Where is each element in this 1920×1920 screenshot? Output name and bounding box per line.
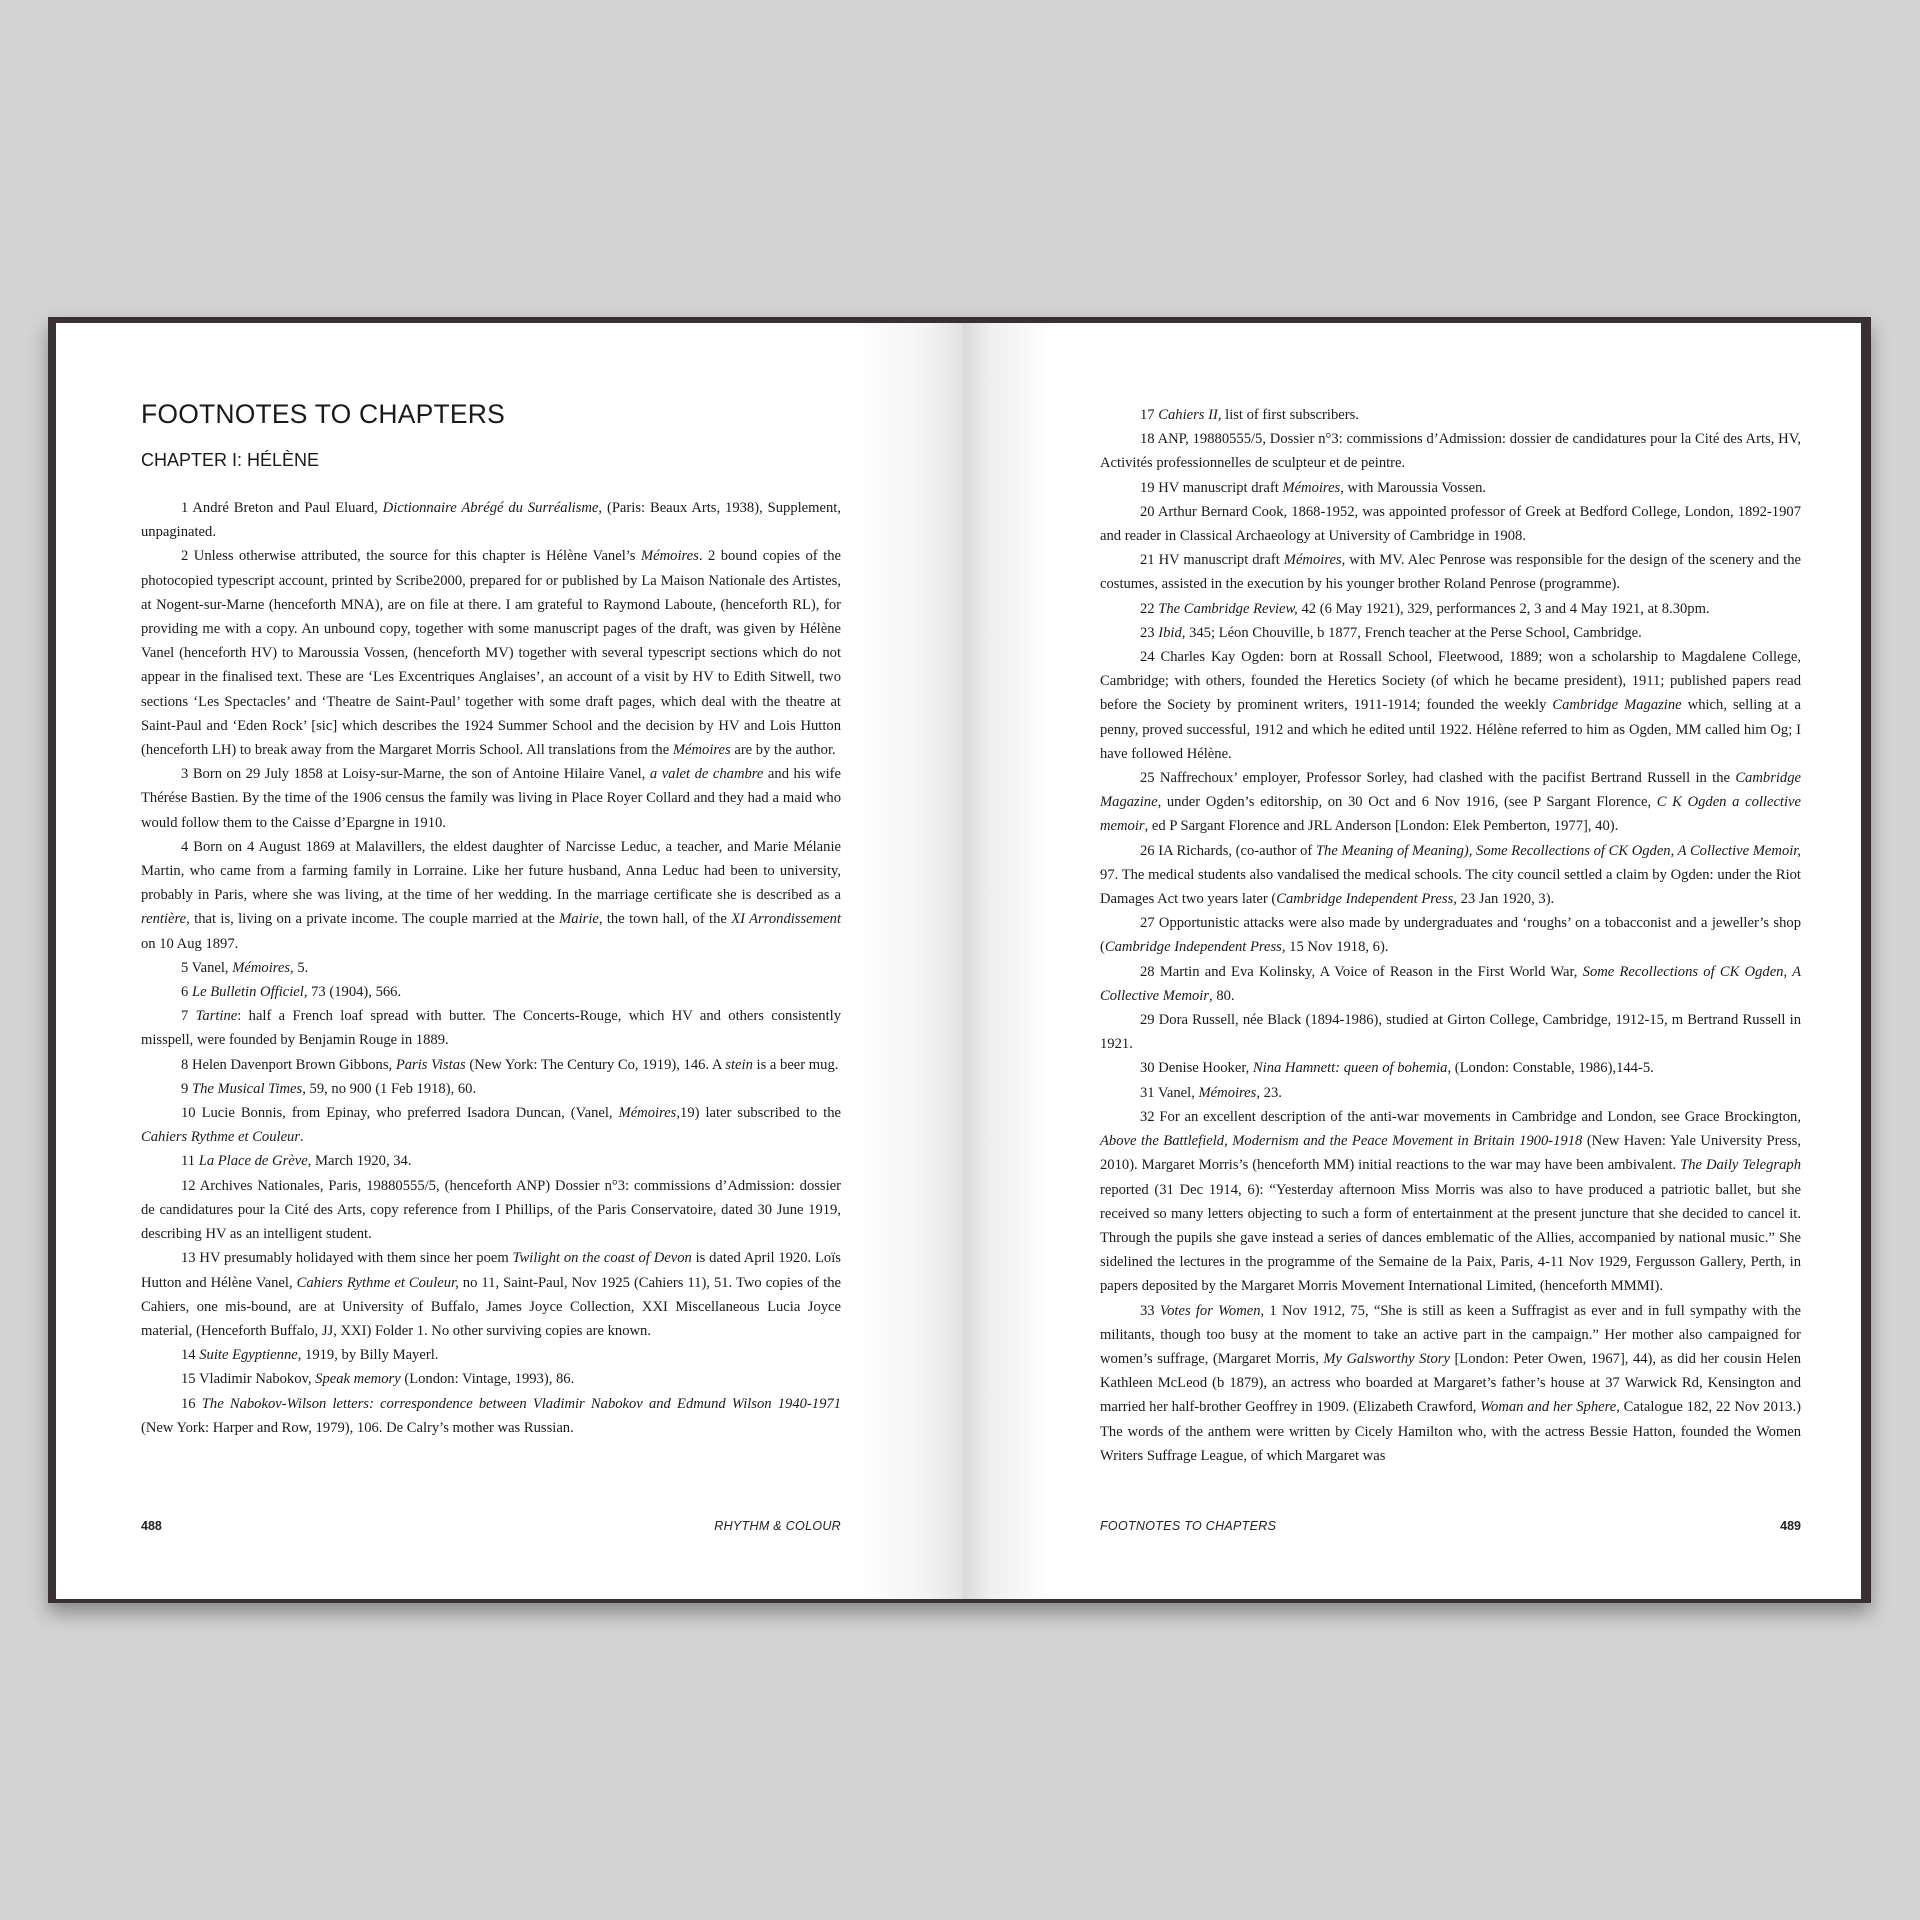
running-head-right: FOOTNOTES TO CHAPTERS [1100, 1519, 1277, 1533]
footnote-italic-text: Above the Battlefield, Modernism and the Peace Movement in Britain 1900-1918 [1100, 1133, 1583, 1150]
footnote-italic-text: stein [725, 1056, 753, 1073]
footnote-text: 27 Opportunistic attacks were also made by undergraduates and ‘roughs’ on a tobacconist and a jeweller’s shop ( [1100, 915, 1801, 956]
footnote-text: , Catalogue 182, 22 Nov 2013.) The words of the anthem were written by Cicely Hamilton who, with the actress Bessie Hatton, founded the Women Writers Suffrage League, of which Margaret was [1100, 1399, 1801, 1464]
footnote-italic-text: Mémoires [1283, 552, 1342, 569]
footnote-text: , 1919, by Billy Mayerl. [297, 1347, 439, 1364]
footnote-text: 14 [181, 1347, 200, 1364]
footnote [141, 1101, 841, 1149]
footnote-text: 32 For an excellent description of the anti-war movements in Cambridge and London, see Grace Brockington, [1140, 1108, 1801, 1125]
right-page [963, 323, 1861, 1599]
footnote-text: reported (31 Dec 1914, 6): “Yesterday afternoon Miss Morris was also to have produced a patriotic ballet, but she received so many letters objecting to such a form of entertainment at the present juncture that she decided to cancel it. Through the pupils she gave instead a series of dances emblematic of the Allies, accompanied by national music.” She sidelined the lectures in the programme of the Semaine de la Paix, Paris, 4-11 Nov 1929, Fergusson Gallery, Perth, in papers deposited by the Margaret Morris Movement International Limited, (henceforth MMMI). [1100, 1181, 1801, 1295]
footnote-text: 28 Martin and Eva Kolinsky, A Voice of Reason in the First World War, [1140, 963, 1583, 980]
footnote-text: 22 [1140, 600, 1159, 617]
footnote-text: which, selling at a penny, proved successful, 1912 and which he edited until 1922. Hélène referred to him as Ogden, MM called him Og; I have followed Hélène. [1100, 697, 1801, 762]
footnote [141, 544, 841, 762]
footnote-text: are by the author. [730, 742, 836, 759]
footnote-italic-text: Le Bulletin Officiel [191, 984, 304, 1001]
footnote-italic-text: Cambridge Independent Press, [1276, 891, 1457, 908]
footnote-text: 4 Born on 4 August 1869 at Malavillers, the eldest daughter of Narcisse Leduc, a teacher, and Marie Mélanie Martin, who came from a farming family in Lorraine. Like her future husband, Anna Leduc had been to university, probably in Paris, where she was living, at the time of her wedding. In the marriage certificate she is described as a [141, 838, 841, 904]
footnote-italic-text: a valet de chambre [649, 766, 764, 783]
footnote-italic-text: Cambridge Magazine [1100, 770, 1801, 811]
footnote-italic-text: Cahiers Rythme et Couleur, [296, 1274, 459, 1291]
footnote-italic-text: Some Recollections of CK Ogden, A Collective Memoir [1100, 963, 1801, 1004]
footnote-text: 33 [1140, 1302, 1160, 1319]
footnote [1100, 621, 1801, 645]
footnote [1100, 1008, 1801, 1056]
footnote-text: 17 [1140, 407, 1159, 423]
footnote [1100, 500, 1801, 548]
footnote-text: [London: Peter Owen, 1967], 44), as did her cousin Helen Kathleen McLeod (b 1879), an actress who boarded at Margaret’s father’s house at 37 Warwick Rd, Kensington and married her half-brother Geoffrey in 1909. (Elizabeth Crawford, [1100, 1350, 1801, 1416]
footnote-text: (London: Vintage, 1993), 86. [400, 1371, 575, 1388]
footnote-italic-text: The Nabokov-Wilson letters: correspondence between Vladimir Nabokov and Edmund Wilson 1940-1971 [201, 1395, 841, 1412]
footnote-text: , with Maroussia Vossen. [1340, 479, 1487, 496]
footnote [141, 1004, 841, 1052]
footnote-text: 23 Jan 1920, 3). [1456, 891, 1555, 908]
footnote [141, 762, 841, 835]
footnote-text: , 73 (1904), 566. [303, 984, 402, 1001]
page-number-left: 488 [141, 1519, 162, 1533]
footnote [1100, 1056, 1801, 1080]
footnote-text: 19 HV manuscript draft [1140, 479, 1283, 496]
open-book [48, 317, 1871, 1603]
footnote-text: (New York: The Century Co, 1919), 146. A [465, 1056, 726, 1073]
footnote [1100, 548, 1801, 596]
footnote [141, 835, 841, 956]
footnote [141, 956, 841, 980]
left-page [56, 323, 963, 1599]
footnote-text: . 2 bound copies of the photocopied typescript account, printed by Scribe2000, prepared for or published by La Maison Nationale des Artistes, at Nogent-sur-Marne (henceforth MNA), are on file at there. I am grateful to Raymond Laboute, (henceforth RL), for providing me with a copy. An unbound copy, together with some manuscript pages of the draft, was given by Hélène Vanel (henceforth HV) to Maroussia Vossen, (henceforth MV) together with several typescript sections which do not appear in the finalised text. These are ‘Les Excentriques Anglaises’, an account of a visit by HV to Edith Sitwell, two sections ‘Les Spectacles’ and ‘Theatre de Saint-Paul’ together with some draft pages, which deal with the theatre at Saint-Paul and ‘Eden Rock’ [sic] which describes the 1924 Summer School and the decision by HV and Lois Hutton (henceforth LH) to break away from the Margaret Morris School. All translations from the [141, 548, 841, 759]
footnote-text: 13 HV presumably holidayed with them since her poem [181, 1250, 513, 1267]
page-footer-left [141, 1519, 841, 1539]
footnote-italic-text: La Place de Grève [198, 1153, 308, 1170]
footnote-italic-text: Twilight on the coast of Devon [512, 1250, 692, 1267]
footnote-text: 18 ANP, 19880555/5, Dossier n°3: commissions d’Admission: dossier de candidatures pour la Cité des Arts, HV, Activités professionnelles de sculpteur et de peintre. [1100, 431, 1801, 472]
footnote-text: 1 André Breton and Paul Eluard, [181, 500, 383, 516]
footnote [1100, 1081, 1801, 1105]
footnote-text: is a beer mug. [752, 1056, 839, 1073]
footnote-text: 16 [181, 1395, 202, 1412]
footnote-italic-text: Mémoires [232, 959, 291, 976]
footnote-italic-text: Mémoires [1282, 479, 1341, 496]
footnote [141, 1149, 841, 1173]
footnote-italic-text: The Daily Telegraph [1680, 1157, 1801, 1174]
footnote-text: on 10 Aug 1897. [141, 935, 239, 952]
footnote-text: 9 [181, 1080, 192, 1097]
page-footer-right [1100, 1519, 1801, 1539]
footnote-text: (New Haven: Yale University Press, 2010). Margaret Morris’s (henceforth MM) initial reactions to the war may have been ambivalent. [1100, 1133, 1801, 1174]
footnote-italic-text: Cahiers II [1158, 407, 1218, 423]
footnote-text: 29 Dora Russell, née Black (1894-1986), studied at Girton College, Cambridge, 1912-15, m Bertrand Russell in 1921. [1100, 1012, 1801, 1053]
footnote-italic-text: Cambridge Magazine [1552, 697, 1682, 714]
footnote-text: , 80. [1209, 987, 1235, 1004]
footnote-text: 2 Unless otherwise attributed, the source for this chapter is Hélène Vanel’s [181, 548, 641, 565]
footnote-italic-text: My Galsworthy Story [1323, 1350, 1450, 1367]
footnote-text: 5 Vanel, [181, 959, 233, 976]
footnote-text: , that is, living on a private income. The couple married at the [186, 911, 560, 928]
footnote [1100, 1105, 1801, 1299]
footnote [1100, 839, 1801, 912]
footnote [1100, 476, 1801, 500]
footnote-text: 59, no 900 (1 Feb 1918), 60. [305, 1080, 477, 1097]
footnote [141, 1174, 841, 1247]
chapter-heading: CHAPTER I: HÉLÈNE [141, 450, 320, 470]
footnote [141, 1343, 841, 1367]
footnote-italic-text: Ibid, [1158, 624, 1186, 641]
footnote-italic-text: The Meaning of Meaning), Some Recollections of CK Ogden, A Collective Memoir, [1315, 842, 1801, 859]
footnote [1100, 427, 1801, 475]
page-title: FOOTNOTES TO CHAPTERS [141, 399, 505, 429]
footnote-text: 7 [181, 1008, 196, 1025]
footnote-italic-text: rentière [141, 911, 187, 928]
footnote-text: ,19) later subscribed to the [676, 1105, 841, 1122]
footnote-italic-text: Suite Egyptienne [199, 1347, 298, 1364]
footnote [141, 1367, 841, 1391]
footnote-list-right [1100, 403, 1801, 1468]
footnote [1100, 766, 1801, 839]
footnote-text: 11 [181, 1153, 199, 1170]
footnote-text: , (London: Constable, 1986),144-5. [1447, 1060, 1654, 1077]
footnote-text: 12 Archives Nationales, Paris, 19880555/5, (henceforth ANP) Dossier n°3: commissions d’Admission: dossier de candidatures pour la Cité des Arts, copy reference from I Phillips, of the Paris Conservatoire, dated 30 June 1919, describing HV as an intelligent student. [141, 1177, 841, 1243]
footnote-text: 24 Charles Kay Ogden: born at Rossall School, Fleetwood, 1889; won a scholarship to Magdalene College, Cambridge; with others, founded the Heretics Society (of which he became president), 1911; published papers read before the Society by prominent writers, 1911-1914; founded the weekly [1100, 649, 1801, 714]
footnote-italic-text: Cambridge Independent Press, [1104, 939, 1286, 956]
footnote-text: 25 Naffrechoux’ employer, Professor Sorley, had clashed with the pacifist Bertrand Russell in the [1140, 770, 1736, 787]
footnote-text: , March 1920, 34. [307, 1153, 412, 1170]
running-head-left: RHYTHM & COLOUR [714, 1519, 841, 1533]
footnote-list-left [141, 496, 841, 1440]
footnote [1100, 1299, 1801, 1468]
footnote-italic-text: Cahiers Rythme et Couleur [141, 1129, 301, 1146]
footnote-text: 21 HV manuscript draft [1140, 552, 1284, 569]
footnote-text: , (Paris: Beaux Arts, 1938), Supplement, unpaginated. [141, 500, 841, 541]
footnote-text: and his wife Thérése Bastien. By the time of the 1906 census the family was living in Place Royer Collard and they had a maid who would follow them to the Caisse d’Epargne in 1910. [141, 766, 842, 831]
footnote [1100, 645, 1801, 766]
footnote-text: is dated April 1920. Loïs Hutton and Hélène Vanel, [141, 1250, 841, 1291]
footnote-text: , 23. [1256, 1084, 1282, 1101]
footnote-text: , 5. [290, 959, 309, 976]
footnote-text: . [300, 1129, 304, 1146]
footnote [141, 1246, 841, 1343]
footnote-text: , with MV. Alec Penrose was responsible for the design of the scenery and the costumes, assisted in the execution by his younger brother Roland Penrose (programme). [1100, 552, 1801, 593]
footnote-italic-text: The Musical Times, [191, 1080, 306, 1097]
footnote-italic-text: The Cambridge Review, [1158, 600, 1298, 617]
footnote-text: 6 [181, 984, 192, 1001]
footnote-text: , list of first subscribers. [1217, 407, 1359, 423]
footnote-italic-text: Mairie [559, 911, 599, 928]
footnote-text: 15 Nov 1918, 6). [1285, 939, 1389, 956]
footnote-text: (New York: Harper and Row, 1979), 106. De Calry’s mother was Russian. [141, 1419, 574, 1436]
footnote [141, 980, 841, 1004]
footnote-text: 30 Denise Hooker, [1140, 1060, 1253, 1077]
footnote-italic-text: Woman and her Sphere [1480, 1399, 1617, 1416]
footnote-text: , ed P Sargant Florence and JRL Anderson [London: Elek Pemberton, 1977], 40). [1144, 818, 1619, 835]
footnote-text: 23 [1140, 624, 1159, 641]
footnote-italic-text: Votes for Women [1159, 1302, 1261, 1319]
footnote-italic-text: Tartine [195, 1008, 238, 1025]
footnote-text: : half a French loaf spread with butter. The Concerts-Rouge, which HV and others consistently misspell, were founded by Benjamin Rouge in 1889. [141, 1008, 841, 1049]
footnote [1100, 960, 1801, 1008]
footnote-italic-text: Mémoires [618, 1105, 677, 1122]
footnote-text: no 11, Saint-Paul, Nov 1925 (Cahiers 11), 51. Two copies of the Cahiers, one mis-bound, are at University of Buffalo, James Joyce Collection, XXI Miscellaneous Lucia Joyce material, (Henceforth Buffalo, JJ, XXI) Folder 1. No other surviving copies are known. [141, 1274, 842, 1339]
footnote-text: 31 Vanel, [1140, 1084, 1199, 1101]
footnote-text: , 1 Nov 1912, 75, “She is still as keen a Suffragist as ever and in full sympathy with the militants, though too busy at the moment to take an active part in the campaign.” Her mother also campaigned for women’s suffrage, (Margaret Morris, [1100, 1302, 1801, 1367]
footnote-text: 8 Helen Davenport Brown Gibbons, [181, 1056, 396, 1073]
page-number-right: 489 [1780, 1519, 1801, 1533]
footnote-text: , under Ogden’s editorship, on 30 Oct and 6 Nov 1916, (see P Sargant Florence, [1157, 794, 1657, 811]
footnote-text: 20 Arthur Bernard Cook, 1868-1952, was appointed professor of Greek at Bedford College, London, 1892-1907 and reader in Classical Archaeology at University of Cambridge in 1908. [1100, 503, 1801, 545]
footnote [1100, 597, 1801, 621]
footnote [141, 1053, 841, 1077]
footnote-text: 3 Born on 29 July 1858 at Loisy-sur-Marne, the son of Antoine Hilaire Vanel, [181, 766, 650, 783]
footnote [141, 496, 841, 544]
footnote-italic-text: Mémoires [1198, 1084, 1257, 1101]
footnote-italic-text: Paris Vistas [395, 1056, 466, 1073]
footnote [141, 1077, 841, 1101]
footnote [1100, 403, 1801, 427]
footnote-italic-text: Mémoires [640, 548, 699, 565]
footnote-italic-text: Mémoires [672, 742, 731, 759]
footnote-text: 26 IA Richards, (co-author of [1140, 842, 1316, 859]
footnote [1100, 911, 1801, 959]
footnote-text: 345; Léon Chouville, b 1877, French teacher at the Perse School, Cambridge. [1185, 624, 1642, 641]
footnote-text: , the town hall, of the [598, 911, 732, 928]
footnote-italic-text: XI Arrondissement [731, 911, 842, 928]
footnote-italic-text: Dictionnaire Abrégé du Surréalisme [382, 500, 599, 516]
footnote-text: 42 (6 May 1921), 329, performances 2, 3 and 4 May 1921, at 8.30pm. [1297, 600, 1710, 617]
footnote [141, 1392, 841, 1440]
footnote-text: 97. The medical students also vandalised the medical schools. The city council settled a claim by Ogden: under the Riot Damages Act two years later ( [1100, 866, 1801, 908]
footnote-text: 15 Vladimir Nabokov, [181, 1371, 316, 1388]
footnote-text: 10 Lucie Bonnis, from Epinay, who preferred Isadora Duncan, (Vanel, [181, 1105, 619, 1122]
footnote-italic-text: Nina Hamnett: queen of bohemia [1252, 1060, 1448, 1077]
footnote-italic-text: Speak memory [315, 1371, 401, 1388]
footnote-italic-text: C K Ogden a collective memoir [1100, 794, 1801, 835]
